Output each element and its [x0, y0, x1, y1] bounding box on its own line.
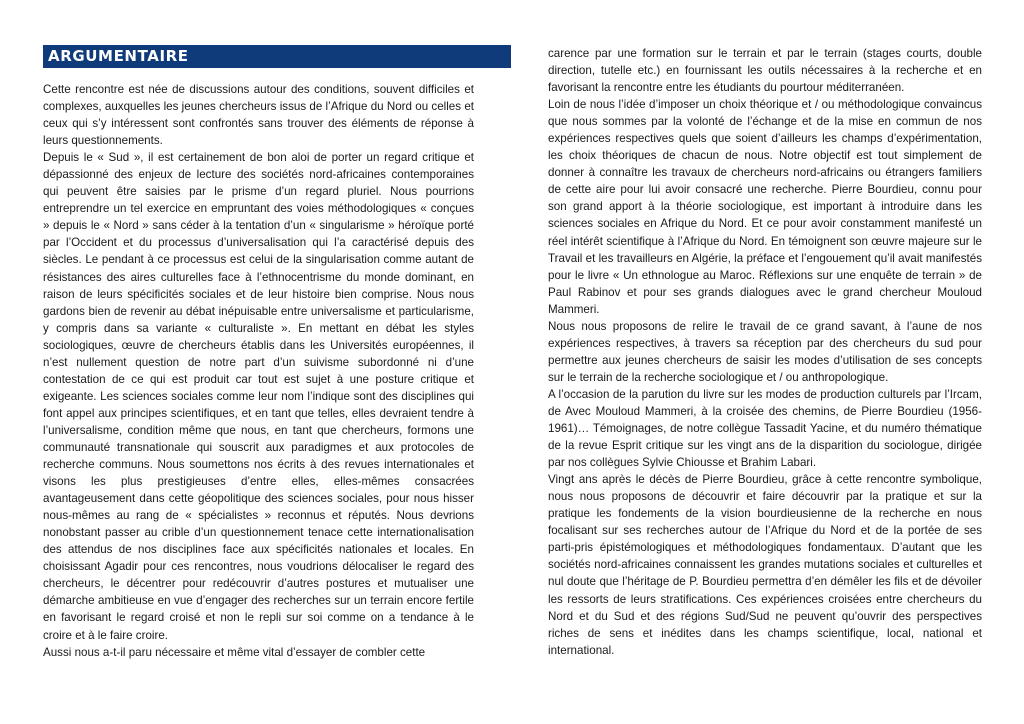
- paragraph: A l’occasion de la parution du livre sur les modes de production culturels par l’Ircam, de Avec Mouloud Mammeri, à la croisée des chemins, de Pierre Bourdieu (1956-1961)… Témoignages, de notre collègue Tassadit Yacine, et du numéro thématique de la revue Esprit critique sur les vingt ans de la disparition du sociologue, dirigée par nos collègues Sylvie Chiousse et Brahim Labari.: [548, 387, 982, 470]
- left-text-column: [43, 81, 474, 661]
- right-text-column: [548, 45, 982, 659]
- paragraph: Nous nous proposons de relire le travail de ce grand savant, à l’aune de nos expériences respectives, à travers sa réception par des chercheurs du sud pour permettre aux jeunes chercheurs de saisir les modes d’utilisation de ses concepts sur le terrain de la recherche sociologique et / ou anthropologique.: [548, 319, 982, 384]
- paragraph: Depuis le « Sud », il est certainement de bon aloi de porter un regard critique et dépassionné des enjeux de lecture des sociétés nord-africaines contemporaines qui peuvent être saisies par le prisme d’un regard pluriel. Nous pourrions entreprendre un tel exercice en empruntant des voies méthodologiques « conçues » depuis le « Nord » sans céder à la tentation d’un « singularisme » héroïque porté par l’Occident et du processus d’universalisation qui l’a caractérisé depuis des siècles. Le pendant à ce processus est celui de la singularisation comme autant de résistances des aires culturelles face à l’ethnocentrisme du monde dominant, en raison de leurs spécificités sociales et de leur histoire bien comprise. Nous nous gardons bien de revenir au débat inépuisable entre universalisme et particularisme, y compris dans sa variante « culturaliste ». En mettant en débat les styles sociologiques, œuvre de chercheurs établis dans les Universités européennes, il n’est nullement question de notre part d’un suivisme subordonné ni d’une contestation de ce qui est produit car tout est sujet à une posture critique et exigeante. Les sciences sociales comme leur nom l’indique sont des disciplines qui font appel aux principes scientifiques, et en tant que telles, elles devraient tendre à l’universalisme, condition même que nous, en tant que chercheurs, formons une communauté transnationale qui souscrit aux paradigmes et aux protocoles de recherche communs. Nous soumettons nos écrits à des revues internationales et visons les plus prestigieuses d’entre elles, elles-mêmes consacrées avantageusement dans cette géopolitique des sciences sociales, pour nous hisser nous-mêmes au rang de « spécialistes » reconnus et réputés. Nous devrions nonobstant passer au crible d’un questionnement tenace cette internationalisation des attendus de nos disciplines face aux spécificités nationales et locales. En choisissant Agadir pour ces rencontres, nous voudrions délocaliser le regard des chercheurs, le décentrer pour redécouvrir d’autres postures et mutualiser une démarche ambitieuse en vue d’engager des recherches sur un terrain encore fertile en favorisant le regard croisé et non le repli sur soi comme on a tendance à le croire et à le faire croire.: [43, 151, 474, 642]
- paragraph: carence par une formation sur le terrain et par le terrain (stages courts, double direction, tutelle etc.) en fournissant les outils nécessaires à la recherche et en favorisant la rencontre entre les étudiants du pourtour méditerranéen.: [548, 47, 982, 95]
- paragraph: Vingt ans après le décès de Pierre Bourdieu, grâce à cette rencontre symbolique, nous nous proposons de découvrir et faire découvrir par la pratique et sur la pratique les fondements de la vision bourdieusienne de la recherche en nous focalisant sur ses recherches autour de l’Afrique du Nord et de la portée de ses parti-pris épistémologiques et méthodologiques fondamentaux. D’autant que les sociétés nord-africaines connaissent les grandes mutations sociales et culturelles et nul doute que l’héritage de P. Bourdieu permettra d’en démêler les fils et de dévoiler les ressorts de leurs stratifications. Ces expériences croisées entre chercheurs du Nord et du Sud et des régions Sud/Sud ne peuvent qu’ouvrir des perspectives riches de sens et inédites dans les champs scientifique, local, national et international.: [548, 473, 982, 657]
- section-heading: ARGUMENTAIRE: [48, 47, 189, 65]
- section-heading-bar: [43, 45, 511, 68]
- paragraph: Aussi nous a-t-il paru nécessaire et même vital d’essayer de combler cette: [43, 645, 426, 659]
- paragraph: Cette rencontre est née de discussions autour des conditions, souvent difficiles et complexes, auxquelles les jeunes chercheurs issus de l’Afrique du Nord ou celles et ceux qui s’y intéressent sont confrontés sans trouver des éléments de réponse à leurs questionnements.: [43, 83, 474, 148]
- paragraph: Loin de nous l’idée d’imposer un choix théorique et / ou méthodologique convaincus que nous sommes par la volonté de l’échange et de la mise en commun de nos expériences respectives quels que soient d’ailleurs les champs d’expérimentation, les choix théoriques de chacun de nous. Notre objectif est tout simplement de donner à connaître les travaux de chercheurs nord-africains ou étrangers familiers de cette aire pour lui avoir consacré une recherche. Pierre Bourdieu, connu pour son grand apport à la théorie sociologique, est important à introduire dans les sciences sociales en Afrique du Nord. Et ce pour avoir constamment manifesté un réel intérêt scientifique à l’Afrique du Nord. En témoignent son œuvre majeure sur le Travail et les travailleurs en Algérie, la préface et l’engouement qu’il avait manifestés pour le livre « Un ethnologue au Maroc. Réflexions sur une enquête de terrain » de Paul Rabinov et pour ses grands dialogues avec le grand chercheur Mouloud Mammeri.: [548, 98, 982, 316]
